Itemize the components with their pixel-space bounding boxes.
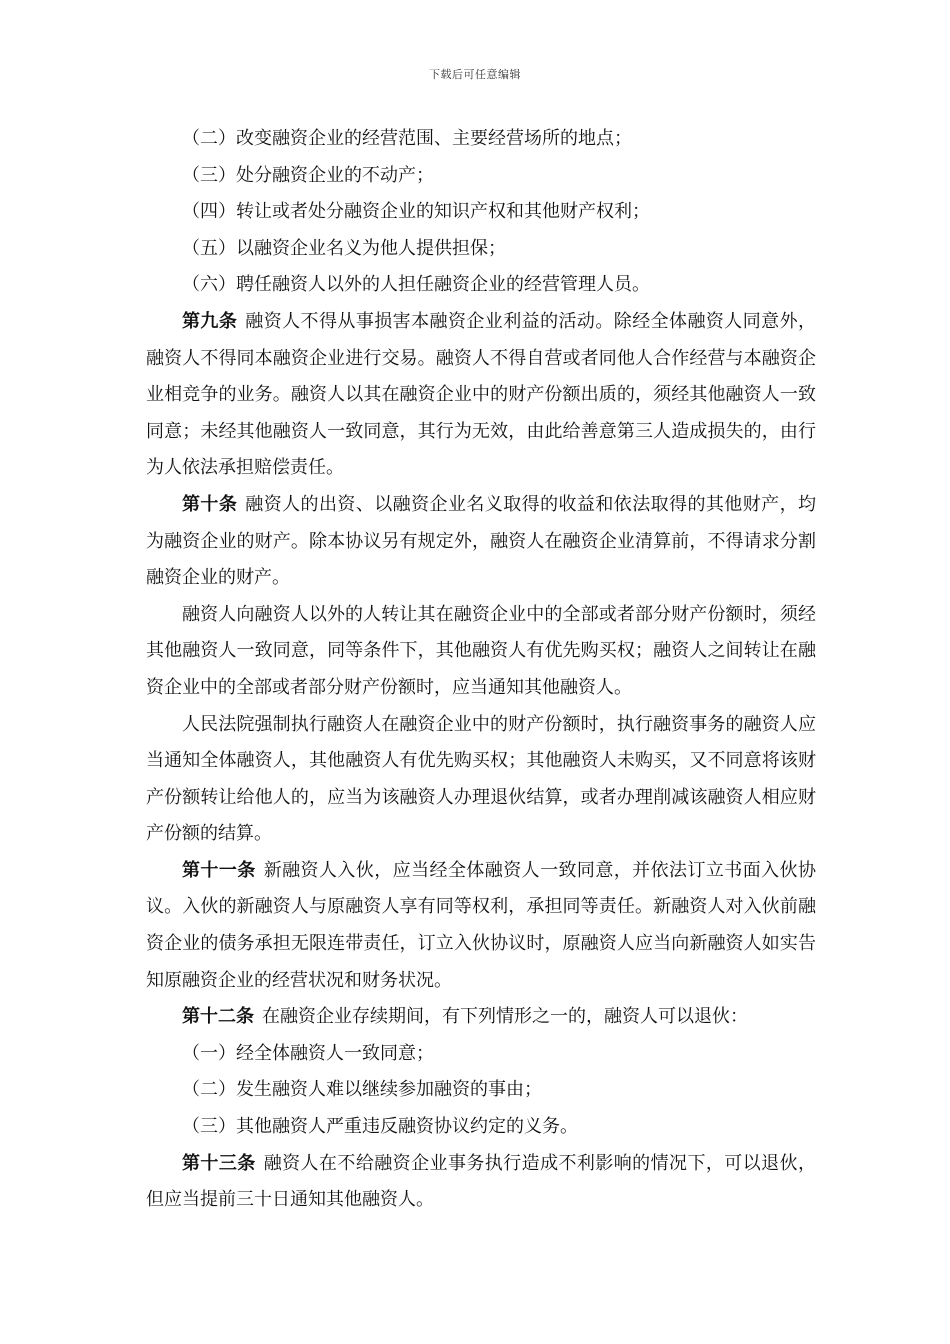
article-paragraph: 融资人向融资人以外的人转让其在融资企业中的全部或者部分财产份额时，须经其他融资人一致同意，同等条件下，其他融资人有优先购买权；融资人之间转让在融资企业中的全部或者部分财产份额时，应当通知其他融资人。 xyxy=(146,603,816,698)
article-title: 第十一条 xyxy=(182,859,256,881)
article-11 xyxy=(146,853,816,999)
article-13 xyxy=(146,1146,816,1219)
article-title: 第九条 xyxy=(182,310,238,332)
article-text: 融资人不得从事损害本融资企业利益的活动。除经全体融资人同意外，融资人不得同本融资企业进行交易。融资人不得自营或者同他人合作经营与本融资企业相竞争的业务。融资人以其在融资企业中的财产份额出质的，须经其他融资人一致同意；未经其他融资人一致同意，其行为无效，由此给善意第三人造成损失的，由行为人依法承担赔偿责任。 xyxy=(146,310,817,479)
list-item: （一）经全体融资人一致同意； xyxy=(182,1042,434,1064)
article-title: 第十条 xyxy=(182,493,238,515)
article-12 xyxy=(146,999,816,1036)
article-title: 第十三条 xyxy=(182,1152,256,1174)
article-text: 融资人的出资、以融资企业名义取得的收益和依法取得的其他财产，均为融资企业的财产。除本协议另有规定外，融资人在融资企业清算前，不得请求分割融资企业的财产。 xyxy=(146,493,817,589)
article-text: 新融资人入伙，应当经全体融资人一致同意，并依法订立书面入伙协议。入伙的新融资人与原融资人享有同等权利，承担同等责任。新融资人对入伙前融资企业的债务承担无限连带责任，订立入伙协议时，原融资人应当向新融资人如实告知原融资企业的经营状况和财务状况。 xyxy=(146,859,817,991)
article-text: 融资人在不给融资企业事务执行造成不利影响的情况下，可以退伙，但应当提前三十日通知其他融资人。 xyxy=(146,1152,817,1211)
list-item: （二）发生融资人难以继续参加融资的事由； xyxy=(182,1079,542,1101)
article-text: 在融资企业存续期间，有下列情形之一的，融资人可以退伙： xyxy=(262,1006,748,1028)
document-body xyxy=(146,121,816,1219)
list-item: （四）转让或者处分融资企业的知识产权和其他财产权利； xyxy=(182,201,650,223)
article-title: 第十二条 xyxy=(182,1006,254,1028)
list-item: （二）改变融资企业的经营范围、主要经营场所的地点； xyxy=(182,128,632,149)
list-item: （五）以融资企业名义为他人提供担保； xyxy=(182,237,506,259)
article-paragraph: 人民法院强制执行融资人在融资企业中的财产份额时，执行融资事务的融资人应当通知全体融资人，其他融资人有优先购买权；其他融资人未购买，又不同意将该财产份额转让给他人的，应当为该融资人办理退伙结算，或者办理削减该融资人相应财产份额的结算。 xyxy=(146,713,816,845)
page-header: 下载后可任意编辑 xyxy=(429,68,521,81)
article-9 xyxy=(146,304,816,487)
list-item: （三）处分融资企业的不动产； xyxy=(182,164,434,186)
list-item: （六）聘任融资人以外的人担任融资企业的经营管理人员。 xyxy=(182,274,650,296)
list-item: （三）其他融资人严重违反融资协议约定的义务。 xyxy=(182,1116,578,1138)
article-10 xyxy=(146,487,816,597)
